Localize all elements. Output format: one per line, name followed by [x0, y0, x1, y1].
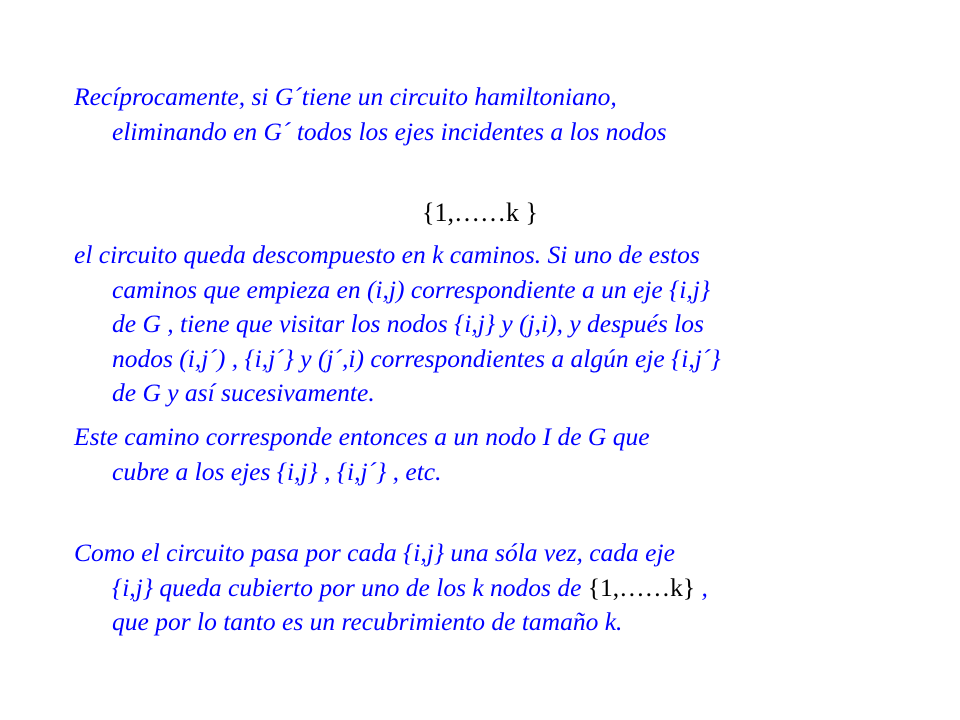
node-set-inline: {1,……k}	[587, 572, 696, 602]
node-set-formula: {1,……k }	[422, 198, 538, 227]
paragraph-line: nodos (i,j´) , {i,j´} y (j´,i) correspondientes a algún eje {i,j´}	[112, 343, 721, 373]
paragraph-line: Recíprocamente, si G´tiene un circuito hamiltoniano,	[74, 82, 617, 111]
paragraph-line: que por lo tanto es un recubrimiento de tamaño k.	[112, 607, 623, 636]
paragraph-path-node	[74, 420, 894, 489]
paragraph-conclusion	[74, 536, 894, 640]
paragraph-line: cubre a los ejes {i,j} , {i,j´} , etc.	[112, 456, 442, 486]
paragraph-decomposition	[74, 238, 894, 411]
paragraph-line: de G y así sucesivamente.	[112, 378, 375, 407]
paragraph-line: Como el circuito pasa por cada {i,j} una sóla vez, cada eje	[74, 538, 675, 567]
paragraph-line: eliminando en G´ todos los ejes incidentes a los nodos	[112, 116, 667, 146]
paragraph-line: caminos que empieza en (i,j) correspondiente a un eje {i,j}	[112, 274, 711, 304]
paragraph-text: ,	[695, 572, 708, 602]
paragraph-line: Este camino corresponde entonces a un nodo I de G que	[74, 422, 650, 451]
paragraph-line	[74, 571, 894, 606]
paragraph-reciprocal	[74, 80, 894, 149]
paragraph-line: el circuito queda descompuesto en k caminos. Si uno de estos	[74, 240, 700, 269]
paragraph-text: {i,j} queda cubierto por uno de los k nodos de	[112, 572, 588, 602]
paragraph-line: de G , tiene que visitar los nodos {i,j} y (j,i), y después los	[112, 309, 704, 338]
